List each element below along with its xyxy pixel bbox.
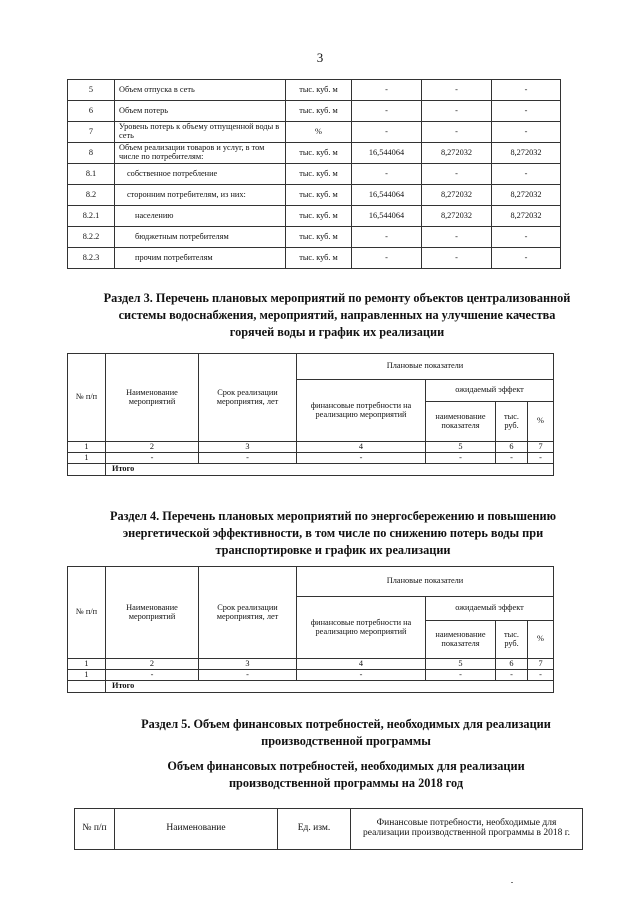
cell-name: Объем отпуска в сеть xyxy=(115,80,286,101)
header-name: Наименование xyxy=(115,809,278,850)
cell: - xyxy=(528,453,554,464)
cell: 1 xyxy=(68,670,106,681)
table-row xyxy=(68,185,561,206)
header-pct: % xyxy=(528,402,554,442)
table-row xyxy=(68,206,561,227)
cell-v2: 8,272032 xyxy=(422,185,492,206)
cell-v2: - xyxy=(422,101,492,122)
cell-unit: тыс. куб. м xyxy=(286,80,352,101)
cell: 1 xyxy=(68,453,106,464)
table-row xyxy=(68,164,561,185)
section-5-table xyxy=(74,808,583,850)
header-indicator: наименование показателя xyxy=(426,402,496,442)
cell: - xyxy=(496,670,528,681)
cell-v2: - xyxy=(422,248,492,269)
cell-v3: - xyxy=(492,101,561,122)
cell: 3 xyxy=(199,659,297,670)
cell: 7 xyxy=(528,442,554,453)
cell-v1: - xyxy=(352,80,422,101)
cell-num: 6 xyxy=(68,101,115,122)
cell-v1: 16,544064 xyxy=(352,143,422,164)
cell-v3: - xyxy=(492,248,561,269)
cell: 4 xyxy=(297,659,426,670)
header-effect: ожидаемый эффект xyxy=(426,380,554,402)
cell: 5 xyxy=(426,659,496,670)
cell-name: прочим потребителям xyxy=(115,248,286,269)
cell-v1: 16,544064 xyxy=(352,206,422,227)
total-label: Итого xyxy=(106,681,554,693)
cell-unit: тыс. куб. м xyxy=(286,164,352,185)
header-num: № п/п xyxy=(68,354,106,442)
cell-v1: 16,544064 xyxy=(352,185,422,206)
cell: - xyxy=(528,670,554,681)
cell-v2: - xyxy=(422,227,492,248)
cell-v3: - xyxy=(492,122,561,143)
cell-v3: - xyxy=(492,227,561,248)
cell: - xyxy=(297,453,426,464)
cell-unit: тыс. куб. м xyxy=(286,248,352,269)
cell-unit: тыс. куб. м xyxy=(286,101,352,122)
cell-v3: 8,272032 xyxy=(492,185,561,206)
cell-v3: - xyxy=(492,80,561,101)
cell: 3 xyxy=(199,442,297,453)
header-indicator: наименование показателя xyxy=(426,621,496,659)
header-term: Срок реализации мероприятия, лет xyxy=(199,567,297,659)
total-label: Итого xyxy=(106,464,554,476)
cell-name: Объем реализации товаров и услуг, в том числе по потребителям: xyxy=(115,143,286,164)
column-numbers-row xyxy=(68,659,554,670)
section-5-subtitle: Объем финансовых потребностей, необходимых для реализации производственной программы на 2018 год xyxy=(167,759,525,790)
cell-unit: % xyxy=(286,122,352,143)
cell: - xyxy=(297,670,426,681)
cell-name: населению xyxy=(115,206,286,227)
header-term: Срок реализации мероприятия, лет xyxy=(199,354,297,442)
cell-unit: тыс. куб. м xyxy=(286,185,352,206)
cell: 1 xyxy=(68,659,106,670)
cell-name: собственное потребление xyxy=(115,164,286,185)
cell-num: 8.2 xyxy=(68,185,115,206)
header-pct: % xyxy=(528,621,554,659)
table-row xyxy=(68,80,561,101)
cell-v3: 8,272032 xyxy=(492,143,561,164)
cell-name: бюджетным потребителям xyxy=(115,227,286,248)
cell-v3: - xyxy=(492,164,561,185)
table-row xyxy=(68,143,561,164)
cell: - xyxy=(426,670,496,681)
header-plan: Плановые показатели xyxy=(297,567,554,597)
table-row xyxy=(68,248,561,269)
cell-v2: - xyxy=(422,80,492,101)
empty-row xyxy=(68,453,554,464)
cell-v1: - xyxy=(352,122,422,143)
header-rub: тыс. руб. xyxy=(496,621,528,659)
page-number: 3 xyxy=(316,50,324,65)
cell: 2 xyxy=(106,442,199,453)
header-plan: Плановые показатели xyxy=(297,354,554,380)
cell: 6 xyxy=(496,659,528,670)
cell-num: 8.2.3 xyxy=(68,248,115,269)
total-row xyxy=(68,464,554,476)
cell: 7 xyxy=(528,659,554,670)
cell-v1: - xyxy=(352,248,422,269)
section-4-title: Раздел 4. Перечень плановых мероприятий по энергосбережению и повышению энергетической эффективности, в том числе по снижению потерь воды при транспортировке и график их реализации xyxy=(109,509,557,557)
cell-num: 5 xyxy=(68,80,115,101)
cell-name: сторонним потребителям, из них: xyxy=(115,185,286,206)
table-row xyxy=(68,101,561,122)
cell: 4 xyxy=(297,442,426,453)
cell: - xyxy=(426,453,496,464)
header-effect: ожидаемый эффект xyxy=(426,597,554,621)
cell-v2: 8,272032 xyxy=(422,143,492,164)
cell-v1: - xyxy=(352,101,422,122)
section-3-title: Раздел 3. Перечень плановых мероприятий по ремонту объектов централизованной системы водоснабжения, мероприятий, направленных на улучшение качества горячей воды и график их реализации xyxy=(103,291,571,339)
cell-num: 7 xyxy=(68,122,115,143)
table-row xyxy=(68,227,561,248)
header-fin: финансовые потребности на реализацию мероприятий xyxy=(297,380,426,442)
cell-num: 8.2.2 xyxy=(68,227,115,248)
cell-name: Объем потерь xyxy=(115,101,286,122)
indicators-table xyxy=(67,79,561,269)
column-numbers-row xyxy=(68,442,554,453)
cell-v1: - xyxy=(352,164,422,185)
cell: 5 xyxy=(426,442,496,453)
cell: 6 xyxy=(496,442,528,453)
cell-num: 8.2.1 xyxy=(68,206,115,227)
cell: - xyxy=(106,670,199,681)
cell-v2: - xyxy=(422,122,492,143)
header-name: Наименование мероприятий xyxy=(106,354,199,442)
cell-v2: - xyxy=(422,164,492,185)
cell-v1: - xyxy=(352,227,422,248)
cell-unit: тыс. куб. м xyxy=(286,206,352,227)
header-need: Финансовые потребности, необходимые для реализации производственной программы в 2018 г. xyxy=(351,809,583,850)
cell-v2: 8,272032 xyxy=(422,206,492,227)
cell-v3: 8,272032 xyxy=(492,206,561,227)
header-num: № п/п xyxy=(68,567,106,659)
cell: 1 xyxy=(68,442,106,453)
scan-speck xyxy=(511,882,513,883)
header-fin: финансовые потребности на реализацию мероприятий xyxy=(297,597,426,659)
cell-num: 8.1 xyxy=(68,164,115,185)
cell-unit: тыс. куб. м xyxy=(286,227,352,248)
section-5-title: Раздел 5. Объем финансовых потребностей, необходимых для реализации производственной программы xyxy=(141,717,551,748)
header-rub: тыс. руб. xyxy=(496,402,528,442)
table-row xyxy=(68,122,561,143)
empty-row xyxy=(68,670,554,681)
cell: - xyxy=(199,453,297,464)
cell: - xyxy=(106,453,199,464)
header-num: № п/п xyxy=(75,809,115,850)
section-3-table xyxy=(67,353,554,476)
cell-name: Уровень потерь к объему отпущенной воды в сеть xyxy=(115,122,286,143)
header-unit: Ед. изм. xyxy=(278,809,351,850)
section-4-table xyxy=(67,566,554,693)
total-row xyxy=(68,681,554,693)
cell-num: 8 xyxy=(68,143,115,164)
cell: 2 xyxy=(106,659,199,670)
cell-unit: тыс. куб. м xyxy=(286,143,352,164)
header-name: Наименование мероприятий xyxy=(106,567,199,659)
cell: - xyxy=(199,670,297,681)
cell: - xyxy=(496,453,528,464)
